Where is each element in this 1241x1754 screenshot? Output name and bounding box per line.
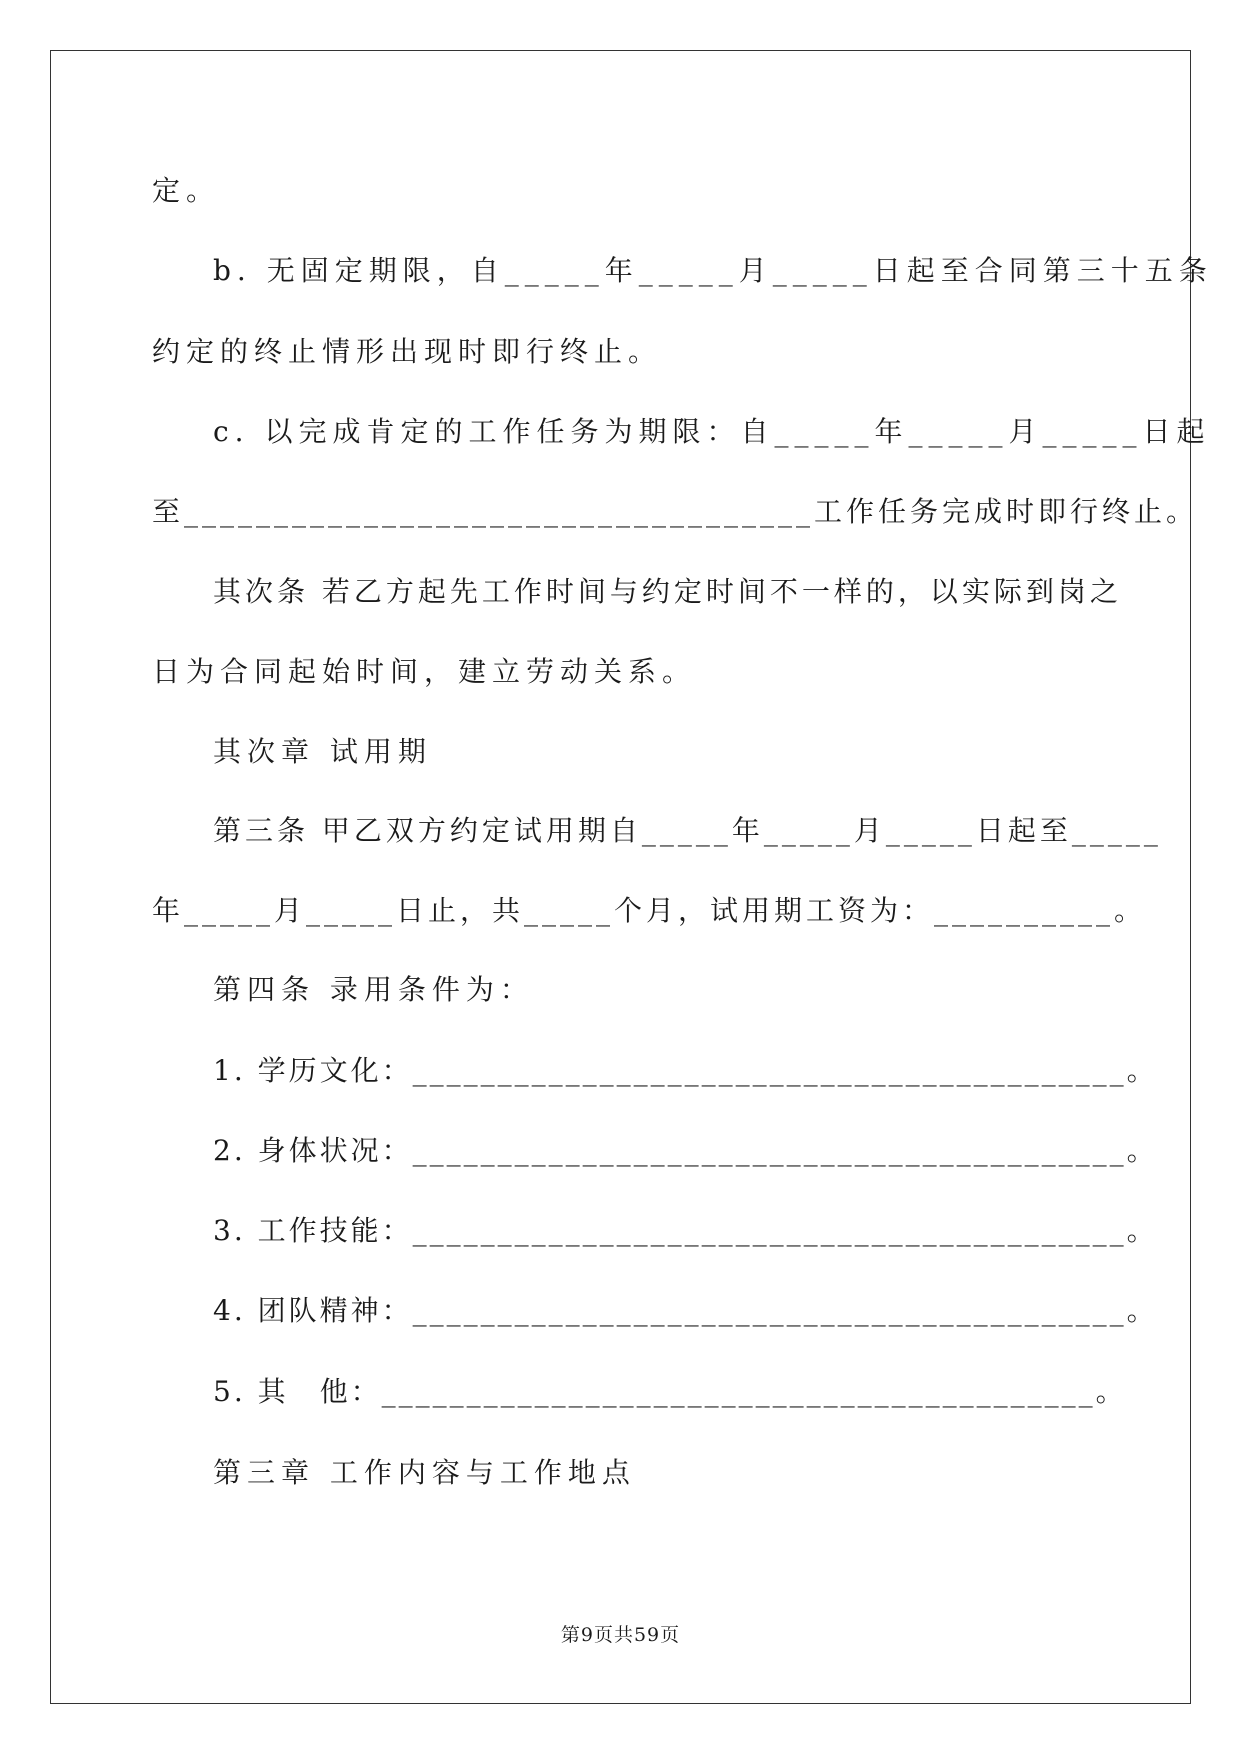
text-line-11: 第四条 录用条件为： <box>213 973 534 1006</box>
condition-other: 5. 其 他：__________________________________________。 <box>213 1375 1127 1408</box>
text-line-6: 其次条 若乙方起先工作时间与约定时间不一样的，以实际到岗之 <box>213 575 1122 608</box>
text-line-10: 年_____月_____日止，共_____个月，试用期工资为：__________。 <box>152 894 1147 927</box>
chapter-heading-3: 第三章 工作内容与工作地点 <box>213 1456 636 1489</box>
text-line-5: 至___________________________________工作任务完成时即行终止。 <box>152 495 1199 528</box>
text-line-3: 约定的终止情形出现时即行终止。 <box>152 335 663 368</box>
text-line-7: 日为合同起始时间，建立劳动关系。 <box>152 655 697 688</box>
chapter-heading-2: 其次章 试用期 <box>213 735 432 768</box>
page-total: 共59页 <box>613 1624 681 1646</box>
text-line-9: 第三条 甲乙双方约定试用期自_____年_____月_____日起至_____ <box>213 814 1162 847</box>
page-footer <box>0 1620 1241 1650</box>
condition-education: 1. 学历文化：__________________________________________。 <box>213 1054 1158 1087</box>
condition-teamwork: 4. 团队精神：__________________________________________。 <box>213 1294 1158 1327</box>
text-line-1: 定。 <box>152 174 221 207</box>
page-number: 第9页 <box>560 1624 614 1646</box>
text-line-2: b. 无固定期限，自_____年_____月_____日起至合同第三十五条 <box>213 254 1213 287</box>
text-line-4: c. 以完成肯定的工作任务为期限：自_____年_____月_____日起 <box>213 415 1211 448</box>
condition-health: 2. 身体状况：__________________________________________。 <box>213 1134 1158 1167</box>
condition-skills: 3. 工作技能：__________________________________________。 <box>213 1214 1158 1247</box>
